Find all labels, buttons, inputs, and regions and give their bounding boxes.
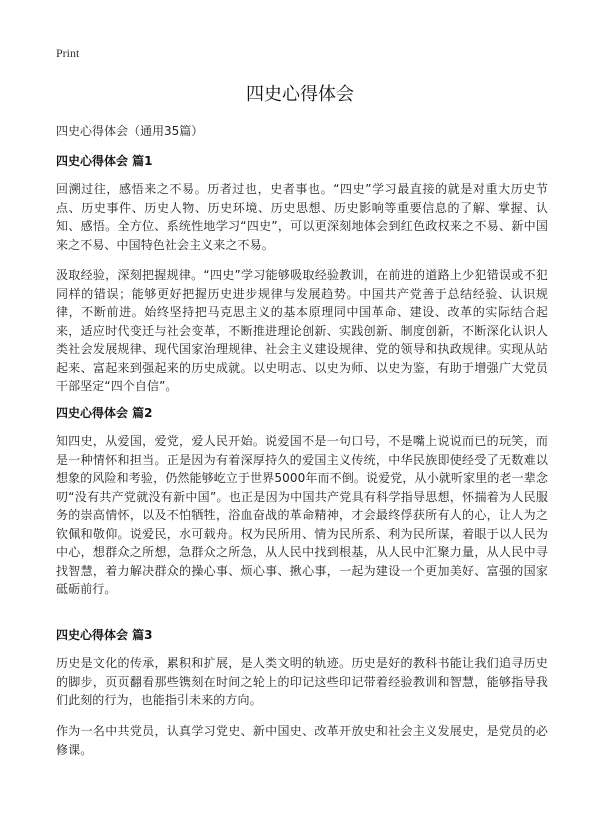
section-heading-1: 四史心得体会 篇1 [56, 154, 153, 168]
section-1-paragraph-2: 汲取经验，深刻把握规律。“四史”学习能够吸取经验教训，在前进的道路上少犯错误或不犯同样的错误；能够更好把握历史进步规律与发展趋势。中国共产党善于总结经验、认识规律，不断前进。始终坚持把马克思主义的基本原理同中国革命、建设、改革的实际结合起来，适应时代变迁与社会变革，不断推进理论创新、实践创新、制度创新，不断深化认识人类社会发展规律、现代国家治理规律、社会主义建设规律、党的领导和执政规律。实现从站起来、富起来到强起来的历史成就。以史明志、以史为师、以史为鉴，有助于增强广大党员干部坚定“四个自信”。 [56, 268, 548, 393]
section-3-paragraph-2: 作为一名中共党员，认真学习党史、新中国史、改革开放史和社会主义发展史，是党员的必修课。 [56, 724, 548, 757]
document-subtitle: 四史心得体会（通用35篇） [56, 124, 204, 138]
section-heading-2: 四史心得体会 篇2 [56, 406, 153, 420]
section-3-paragraph-1: 历史是文化的传承，累积和扩展，是人类文明的轨迹。历史是好的教科书能让我们追寻历史的脚步，页页翻看那些镌刻在时间之轮上的印记这些印记带着经验教训和智慧，能够指导我们此刻的行为，也能指引未来的方向。 [56, 656, 548, 707]
section-2-paragraph-1: 知四史，从爱国，爱党，爱人民开始。说爱国不是一句口号，不是嘴上说说而已的玩笑，而是一种情怀和担当。正是因为有着深厚持久的爱国主义传统，中华民族即使经受了无数难以想象的风险和考验，仍然能够屹立于世界5000年而不倒。说爱党，从小就听家里的老一辈念叨“没有共产党就没有新中国”。也正是因为中国共产党具有科学指导思想，怀揣着为人民服务的崇高情怀，以及不怕牺牲，浴血奋战的革命精神，才会最终俘获所有人的心，让人为之钦佩和敬仰。说爱民，水可载舟。权为民所用、情为民所系、利为民所谋，着眼于以人民为中心，想群众之所想，急群众之所急，从人民中找到根基，从人民中汇聚力量，从人民中寻找智慧，着力解决群众的操心事、烦心事、揪心事，一起为建设一个更加美好、富强的国家砥砺前行。 [56, 434, 548, 596]
print-link[interactable]: Print [56, 46, 80, 60]
section-1-paragraph-1: 回溯过往，感悟来之不易。历者过也，史者事也。“四史”学习最直接的就是对重大历史节点、历史事件、历史人物、历史环境、历史思想、历史影响等重要信息的了解、掌握、认知、感悟。全方位、系统性地学习“四史”，可以更深刻地体会到红色政权来之不易、新中国来之不易、中国特色社会主义来之不易。 [56, 182, 548, 252]
page-title: 四史心得体会 [246, 84, 354, 105]
section-heading-3: 四史心得体会 篇3 [56, 628, 153, 642]
